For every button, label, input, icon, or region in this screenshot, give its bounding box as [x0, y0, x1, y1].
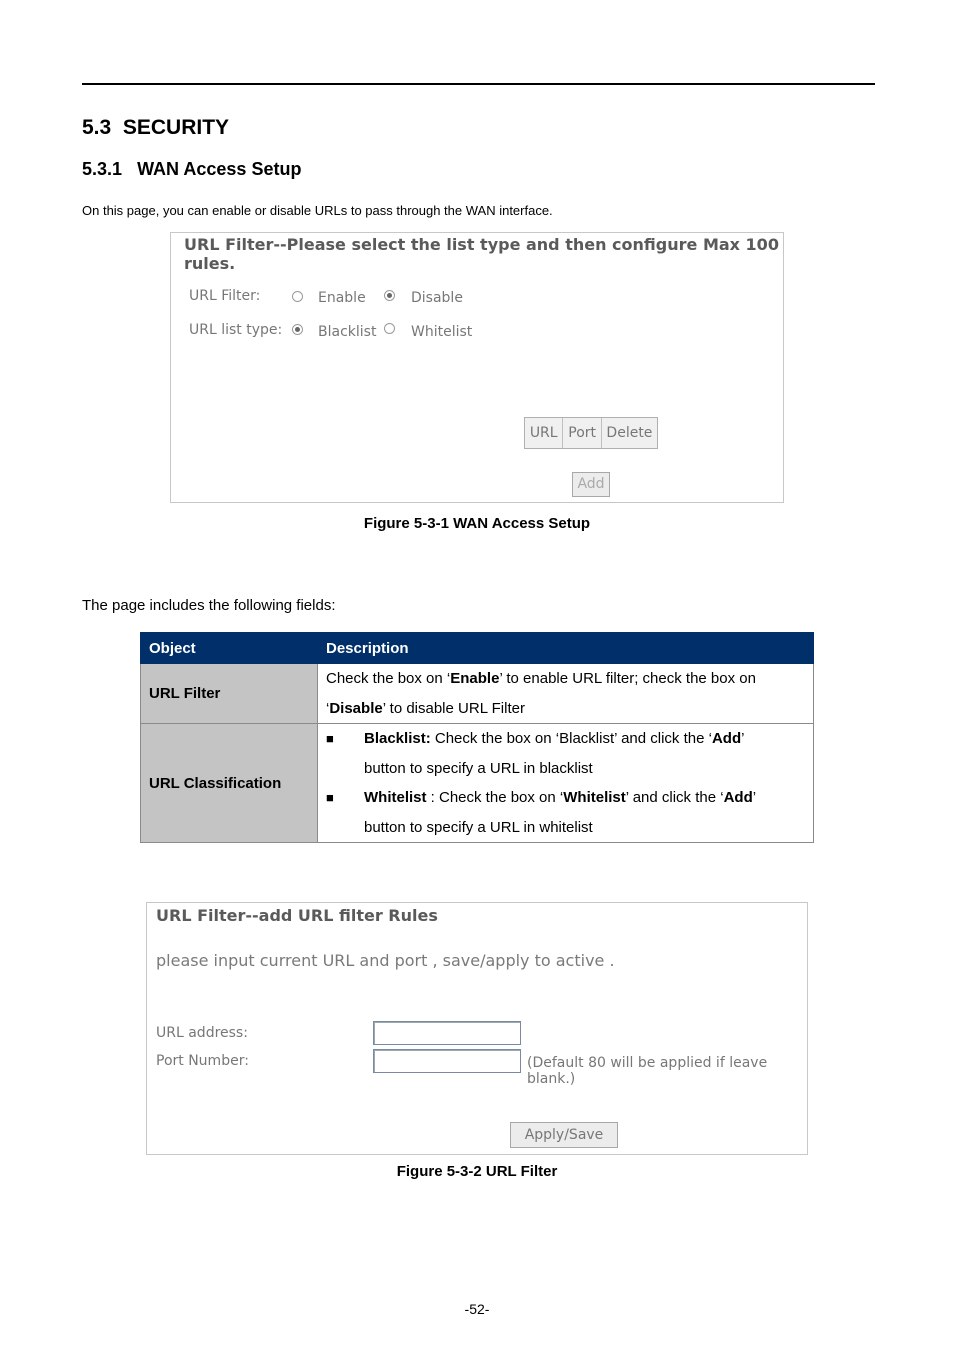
- url-address-label: URL address:: [156, 1025, 248, 1041]
- add-button[interactable]: Add: [572, 472, 610, 497]
- url-filter-panel: [170, 232, 784, 503]
- table-row: [141, 664, 814, 724]
- port-number-label: Port Number:: [156, 1053, 249, 1069]
- url-column-header: URL: [525, 418, 563, 448]
- enable-label: Enable: [318, 290, 366, 306]
- description-cell: [318, 664, 814, 724]
- list-item-continued: button to specify a URL in whitelist: [364, 818, 593, 836]
- section-heading: 5.3 SECURITY: [82, 116, 230, 139]
- instruction-text: please input current URL and port , save/apply to active .: [156, 951, 615, 970]
- list-item-continued: button to specify a URL in blacklist: [364, 759, 593, 777]
- page-number: -52-: [464, 1301, 490, 1317]
- whitelist-label: Whitelist: [411, 324, 473, 340]
- fields-intro: The page includes the following fields:: [82, 597, 336, 614]
- whitelist-radio[interactable]: [384, 323, 395, 334]
- list-item: ■ Blacklist: Check the box on ‘Blacklist’ and click the ‘Add’: [326, 724, 805, 754]
- figure-2-caption: Figure 5-3-2 URL Filter: [396, 1163, 558, 1180]
- header-rule: [82, 83, 875, 85]
- port-column-header: Port: [563, 418, 601, 448]
- delete-column-header: Delete: [606, 425, 653, 441]
- description-line: Check the box on ‘Enable’ to enable URL filter; check the box on: [326, 670, 756, 687]
- port-number-input[interactable]: [373, 1049, 521, 1073]
- panel-title: URL Filter--add URL filter Rules: [156, 906, 438, 925]
- list-item: ■ Whitelist : Check the box on ‘Whitelist’ and click the ‘Add’: [326, 783, 805, 813]
- disable-radio[interactable]: [384, 290, 395, 301]
- port-hint: (Default 80 will be applied if leave blank.): [527, 1055, 768, 1087]
- description-cell: [318, 724, 814, 843]
- subsection-heading: 5.3.1 WAN Access Setup: [82, 159, 302, 179]
- figure-1-caption: Figure 5-3-1 WAN Access Setup: [363, 515, 591, 532]
- fields-table: [140, 632, 814, 843]
- panel-title: URL Filter--Please select the list type and then configure Max 100 rules.: [184, 235, 779, 273]
- url-address-input[interactable]: [373, 1021, 521, 1045]
- enable-radio[interactable]: [292, 291, 303, 302]
- rules-table-header: [524, 417, 658, 449]
- description-line: ‘Disable’ to disable URL Filter: [326, 699, 525, 717]
- apply-save-button[interactable]: Apply/Save: [510, 1122, 618, 1148]
- bullet-icon: ■: [326, 731, 334, 746]
- blacklist-radio[interactable]: [292, 324, 303, 335]
- bullet-icon: ■: [326, 790, 334, 805]
- header-object: Object: [141, 633, 318, 664]
- object-cell: URL Classification: [141, 724, 318, 843]
- table-row: [141, 724, 814, 843]
- intro-paragraph: On this page, you can enable or disable URLs to pass through the WAN interface.: [82, 203, 553, 218]
- url-list-type-label: URL list type:: [189, 322, 283, 338]
- url-filter-label: URL Filter:: [189, 288, 261, 304]
- header-description: Description: [318, 633, 814, 664]
- table-header-row: [141, 633, 814, 664]
- add-url-rule-panel: [146, 902, 808, 1155]
- object-cell: URL Filter: [141, 664, 318, 724]
- disable-label: Disable: [411, 290, 463, 306]
- blacklist-label: Blacklist: [318, 324, 377, 340]
